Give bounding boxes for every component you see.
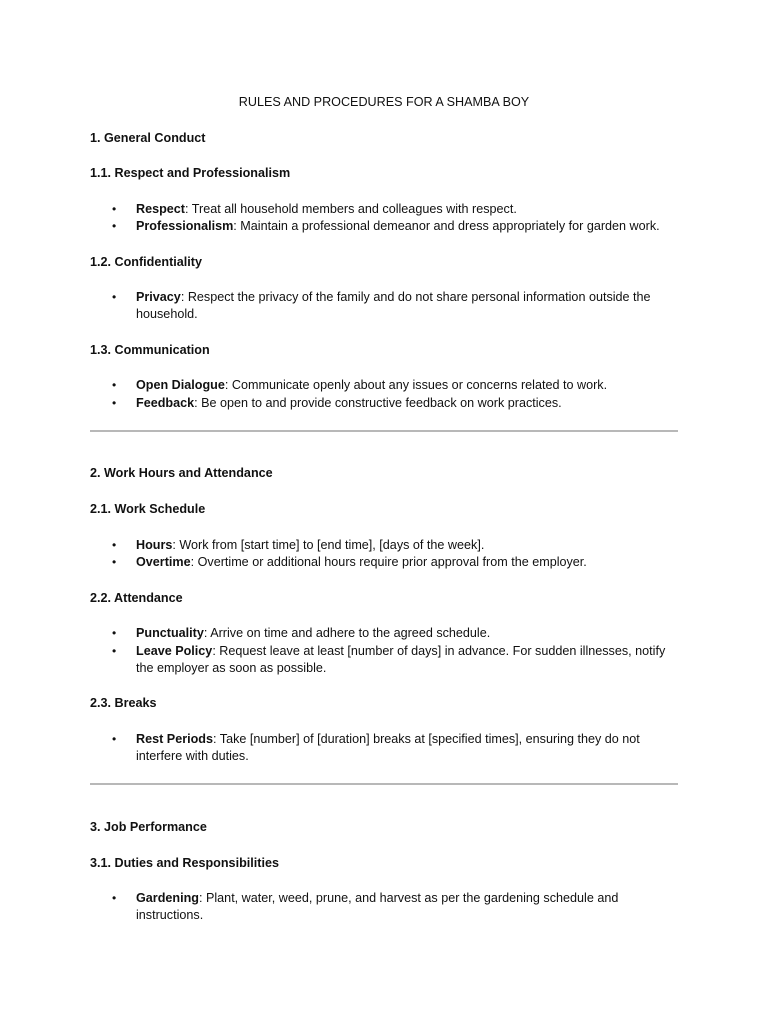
list-item-term: Feedback	[136, 396, 195, 410]
bullet-icon: •	[112, 626, 117, 640]
list-item-term: Hours	[136, 538, 173, 552]
section-heading-1: 1. General Conduct	[90, 131, 206, 145]
list-item-term: Gardening	[136, 891, 199, 905]
list-item-text: : Request leave at least [number of days] in advance. For sudden illnesses, notify	[212, 644, 666, 658]
list-item-term: Open Dialogue	[136, 378, 225, 392]
list-item-text: : Respect the privacy of the family and do not share personal information outside the	[180, 290, 651, 304]
list-item-term: Respect	[136, 202, 185, 216]
list-item-term: Privacy	[136, 290, 181, 304]
list-item-term: Overtime	[136, 555, 191, 569]
bullet-icon: •	[112, 202, 117, 216]
list-item-text: : Treat all household members and colleagues with respect.	[185, 202, 517, 216]
list-item-text: : Take [number] of [duration] breaks at [specified times], ensuring they do not	[213, 732, 640, 746]
bullet-icon: •	[112, 644, 117, 658]
list-item-term: Leave Policy	[136, 644, 213, 658]
list-item-text: : Overtime or additional hours require prior approval from the employer.	[190, 555, 587, 569]
bullet-icon: •	[112, 732, 117, 746]
list-item-text: : Be open to and provide constructive feedback on work practices.	[194, 396, 562, 410]
list-item-text: : Plant, water, weed, prune, and harvest as per the gardening schedule and	[198, 891, 619, 905]
bullet-icon: •	[112, 378, 117, 392]
list-item-continuation: household.	[136, 307, 198, 321]
section-divider	[90, 783, 678, 785]
section-heading-3: 3. Job Performance	[90, 820, 207, 834]
subsection-heading-3-1: 3.1. Duties and Responsibilities	[90, 856, 279, 870]
bullet-icon: •	[112, 538, 117, 552]
subsection-heading-1-2: 1.2. Confidentiality	[90, 255, 202, 269]
list-item-term: Punctuality	[136, 626, 204, 640]
subsection-heading-2-1: 2.1. Work Schedule	[90, 502, 206, 516]
document-title: RULES AND PROCEDURES FOR A SHAMBA BOY	[238, 95, 530, 109]
list-item-text: : Maintain a professional demeanor and dress appropriately for garden work.	[233, 219, 660, 233]
bullet-icon: •	[112, 555, 117, 569]
list-item-text: : Arrive on time and adhere to the agreed schedule.	[203, 626, 491, 640]
list-item-continuation: the employer as soon as possible.	[136, 661, 327, 675]
bullet-icon: •	[112, 891, 117, 905]
section-divider	[90, 430, 678, 432]
list-item-text: : Work from [start time] to [end time], [days of the week].	[172, 538, 485, 552]
section-heading-2: 2. Work Hours and Attendance	[90, 466, 273, 480]
subsection-heading-2-2: 2.2. Attendance	[90, 591, 183, 605]
list-item-term: Rest Periods	[136, 732, 213, 746]
subsection-heading-1-3: 1.3. Communication	[90, 343, 210, 357]
list-item-continuation: interfere with duties.	[136, 749, 249, 763]
list-item-term: Professionalism	[136, 219, 234, 233]
bullet-icon: •	[112, 396, 117, 410]
subsection-heading-2-3: 2.3. Breaks	[90, 696, 157, 710]
list-item-text: : Communicate openly about any issues or concerns related to work.	[224, 378, 608, 392]
bullet-icon: •	[112, 219, 117, 233]
subsection-heading-1-1: 1.1. Respect and Professionalism	[90, 166, 291, 180]
bullet-icon: •	[112, 290, 117, 304]
list-item-continuation: instructions.	[136, 908, 204, 922]
